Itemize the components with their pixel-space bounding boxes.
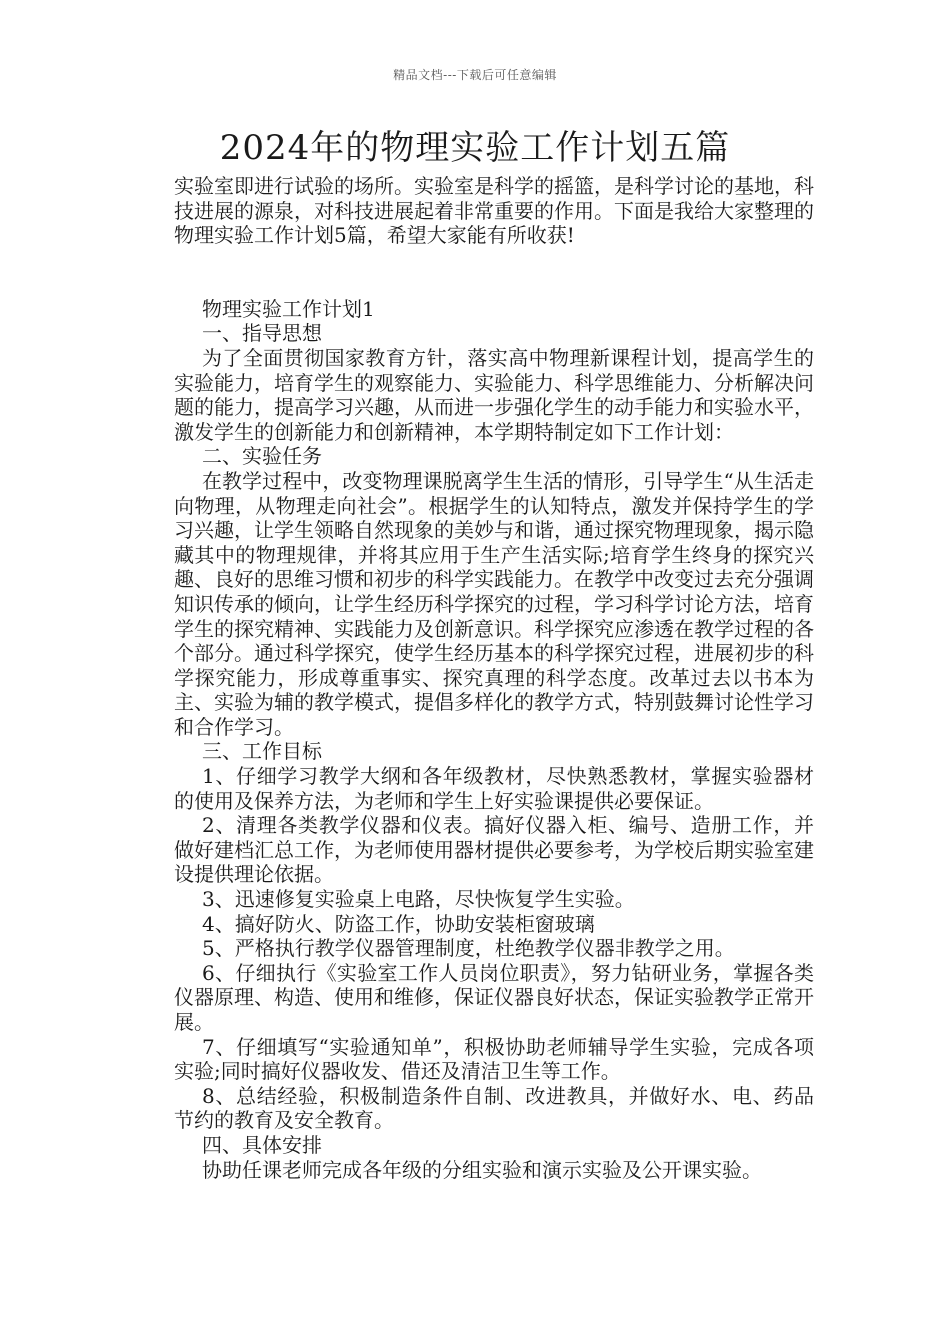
section-heading-tasks: 二、实验任务 xyxy=(202,444,322,469)
intro-paragraph: 实验室即进行试验的场所。实验室是科学的摇篮，是科学讨论的基地，科技进展的源泉，对科技进展起着非常重要的作用。下面是我给大家整理的物理实验工作计划5篇，希望大家能有所收获! xyxy=(174,174,814,248)
section-heading-arrangement: 四、具体安排 xyxy=(202,1132,322,1157)
document-title: 2024年的物理实验工作计划五篇 xyxy=(219,128,731,168)
paragraph-gap xyxy=(174,248,814,297)
header-note: 精品文档---下载后可任意编辑 xyxy=(393,68,557,82)
goal-item: 5、严格执行教学仪器管理制度，杜绝教学仪器非教学之用。 xyxy=(202,936,735,961)
goal-item: 1、仔细学习教学大纲和各年级教材，尽快熟悉教材，掌握实验器材的使用及保养方法，为老师和学生上好实验课提供必要保证。 xyxy=(174,764,814,813)
section-text-guiding-thought: 为了全面贯彻国家教育方针，落实高中物理新课程计划，提高学生的实验能力，培育学生的观察能力、实验能力、科学思维能力、分析解决问题的能力，提高学习兴趣，从而进一步强化学生的动手能力和实验水平，激发学生的创新能力和创新精神，本学期特制定如下工作计划： xyxy=(174,345,814,444)
section-text-tasks: 在教学过程中，改变物理课脱离学生生活的情形，引导学生“从生活走向物理，从物理走向社会”。根据学生的认知特点，激发并保持学生的学习兴趣，让学生领略自然现象的美妙与和谐，通过探究物理现象，揭示隐藏其中的物理规律，并将其应用于生产生活实际;培育学生终身的探究兴趣、良好的思维习惯和初步的科学实践能力。在教学中改变过去充分强调知识传承的倾向，让学生经历科学探究的过程，学习科学讨论方法，培育学生的探究精神、实践能力及创新意识。科学探究应渗透在教学过程的各个部分。通过科学探究，使学生经历基本的科学探究过程，进展初步的科学探究能力，形成尊重事实、探究真理的科学态度。改革过去以书本为主、实验为辅的教学模式，提倡多样化的教学方式，特别鼓舞讨论性学习和合作学习。 xyxy=(174,468,814,739)
document-body xyxy=(174,174,814,1182)
goal-item: 4、搞好防火、防盗工作，协助安装柜窗玻璃 xyxy=(202,911,595,936)
goal-item: 3、迅速修复实验桌上电路，尽快恢复学生实验。 xyxy=(202,887,635,912)
section-heading-goals: 三、工作目标 xyxy=(202,739,322,764)
goal-item: 6、仔细执行《实验室工作人员岗位职责》，努力钻研业务，掌握各类仪器原理、构造、使用和维修，保证仪器良好状态，保证实验教学正常开展。 xyxy=(174,960,814,1034)
section-heading-guiding-thought: 一、指导思想 xyxy=(202,321,322,346)
section-text-arrangement: 协助任课老师完成各年级的分组实验和演示实验及公开课实验。 xyxy=(202,1157,762,1182)
plan-heading: 物理实验工作计划1 xyxy=(202,296,375,321)
goal-item: 2、清理各类教学仪器和仪表。搞好仪器入柜、编号、造册工作，并做好建档汇总工作，为老师使用器材提供必要参考，为学校后期实验室建设提供理论依据。 xyxy=(174,813,814,887)
goal-item: 8、总结经验，积极制造条件自制、改进教具，并做好水、电、药品节约的教育及安全教育。 xyxy=(174,1083,814,1133)
goal-item: 7、仔细填写“实验通知单”，积极协助老师辅导学生实验，完成各项实验;同时搞好仪器收发、借还及清洁卫生等工作。 xyxy=(174,1034,814,1084)
